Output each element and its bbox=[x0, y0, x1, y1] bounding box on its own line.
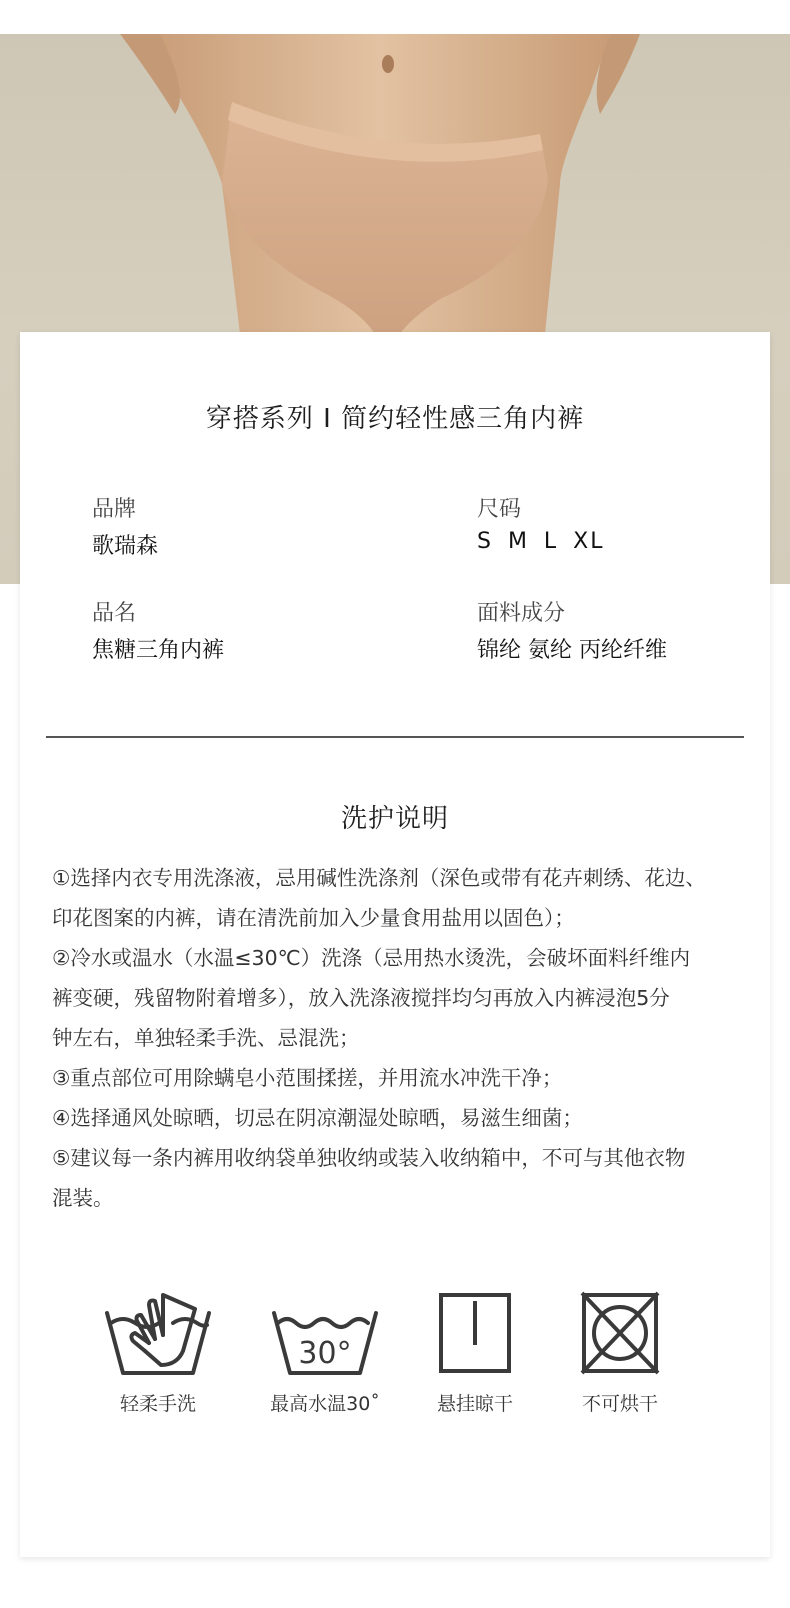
size-label: 尺码 bbox=[477, 497, 522, 522]
name-value: 焦糖三角内裤 bbox=[92, 638, 225, 663]
no-tumble-dry-caption: 不可烘干 bbox=[581, 1393, 658, 1415]
care-icons bbox=[20, 1287, 770, 1427]
fabric-value: 锦纶 氨纶 丙纶纤维 bbox=[477, 638, 667, 663]
line-dry-icon bbox=[420, 1287, 530, 1379]
product-title: 穿搭系列 I 简约轻性感三角内裤 bbox=[205, 404, 585, 434]
spec-fabric bbox=[477, 596, 667, 664]
hand-wash-caption: 轻柔手洗 bbox=[119, 1393, 196, 1415]
spec-brand bbox=[92, 492, 158, 560]
fabric-label: 面料成分 bbox=[477, 601, 566, 626]
brand-label: 品牌 bbox=[92, 497, 137, 522]
care-line: ③重点部位可用除螨皂小范围揉搓，并用流水冲洗干净； bbox=[52, 1066, 563, 1090]
product-photo bbox=[0, 34, 790, 334]
wash-30-label: 30° bbox=[298, 1336, 352, 1371]
care-line: ④选择通风处晾晒，切忌在阴凉潮湿处晾晒，易滋生细菌； bbox=[52, 1106, 583, 1130]
care-line: ②冷水或温水（水温≤30℃）洗涤（忌用热水烫洗，会破坏面料纤维内 bbox=[52, 946, 691, 970]
hand-wash-icon bbox=[103, 1287, 213, 1379]
wash-30-icon bbox=[270, 1287, 380, 1379]
section-divider bbox=[46, 736, 744, 738]
brand-value: 歌瑞森 bbox=[92, 534, 159, 559]
care-line: 印花图案的内裤，请在清洗前加入少量食用盐用以固色）； bbox=[52, 906, 575, 930]
do-not-tumble-dry-icon bbox=[565, 1287, 675, 1379]
spec-size bbox=[477, 492, 605, 554]
care-line: ①选择内衣专用洗涤液，忌用碱性洗涤剂（深色或带有花卉刺绣、花边、 bbox=[52, 866, 706, 890]
care-line: 钟左右，单独轻柔手洗、忌混洗； bbox=[52, 1026, 360, 1050]
wash-30-caption: 最高水温30˚ bbox=[270, 1393, 380, 1415]
care-icon-item bbox=[545, 1287, 695, 1416]
care-line: 混装。 bbox=[52, 1186, 114, 1210]
product-info-card bbox=[20, 332, 770, 1557]
care-title: 洗护说明 bbox=[340, 804, 449, 834]
care-icon-item bbox=[250, 1287, 400, 1416]
care-icon-item bbox=[83, 1287, 233, 1416]
care-line: 裤变硬，残留物附着增多），放入洗涤液搅拌均匀再放入内裤浸泡5分 bbox=[52, 986, 670, 1010]
care-icon-item bbox=[400, 1287, 550, 1416]
care-instructions bbox=[52, 858, 742, 1218]
name-label: 品名 bbox=[92, 601, 137, 626]
spec-name bbox=[92, 596, 224, 664]
care-line: ⑤建议每一条内裤用收纳袋单独收纳或装入收纳箱中，不可与其他衣物 bbox=[52, 1146, 686, 1170]
size-value: S M L XL bbox=[477, 529, 605, 554]
line-dry-caption: 悬挂晾干 bbox=[436, 1393, 513, 1415]
